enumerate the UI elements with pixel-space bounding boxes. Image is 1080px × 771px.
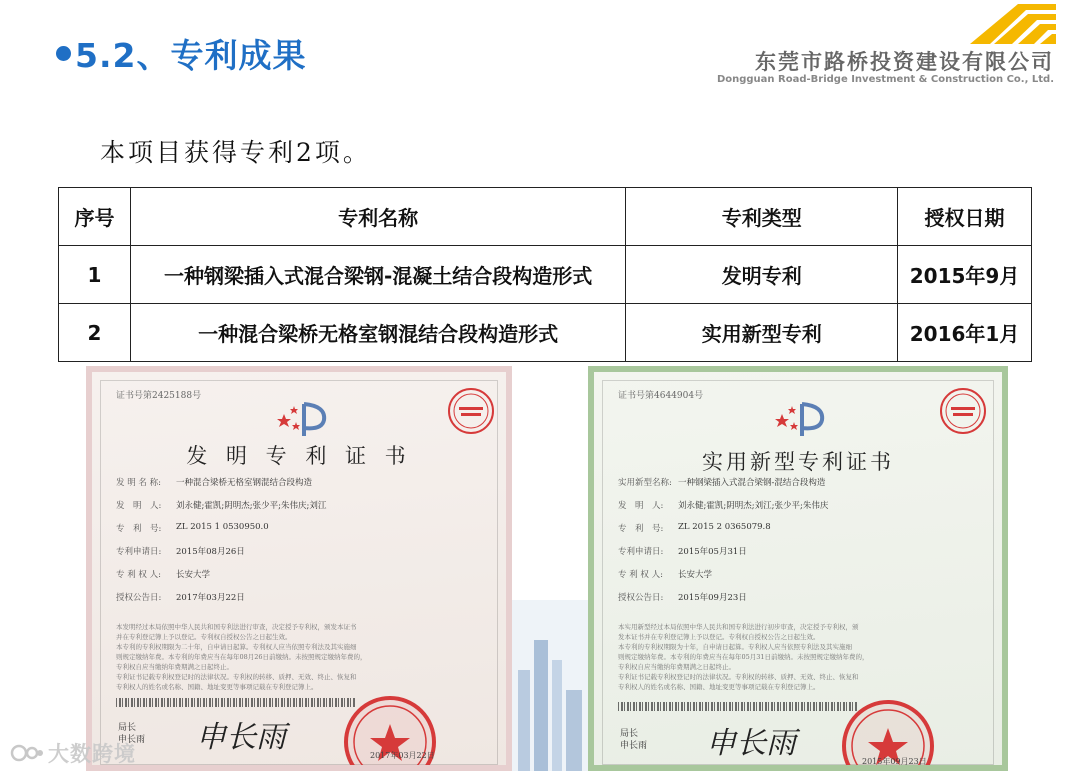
slide-title-text: 5.2、专利成果 xyxy=(75,36,307,75)
city-skyline-decoration xyxy=(512,600,588,771)
field-value: 长安大学 xyxy=(678,570,713,580)
patent-office-emblem-icon xyxy=(772,400,826,440)
director-title: 局长 xyxy=(620,729,639,739)
table-header-row xyxy=(59,188,1032,246)
body-line: 专利证书记载专利权登记时的法律状况。专利权的转移、质押、无效、终止、恢复和 xyxy=(618,673,859,681)
director-title: 局长 xyxy=(118,723,137,733)
certificate-fields xyxy=(116,476,486,614)
patent-office-emblem-icon xyxy=(274,400,328,440)
field-value: 一种混合梁桥无格室钢混结合段构造 xyxy=(176,478,313,488)
certificate-field xyxy=(116,476,486,499)
body-line: 本专利的专利权期限为十年，自申请日起算。专利权人应当依照专利法及其实施细 xyxy=(618,643,852,651)
cell-grant-date: 2016年1月 xyxy=(898,304,1032,362)
certificate-date: 2015年09月23日 xyxy=(862,757,927,766)
body-line: 专利权人的姓名或名称、国籍、地址变更等事项记载在专利登记簿上。 xyxy=(618,683,820,691)
certificate-field xyxy=(618,476,982,499)
field-label: 发 明 人: xyxy=(618,501,664,511)
utility-model-patent-certificate xyxy=(588,366,1008,771)
watermark-text: 大数跨境 xyxy=(48,742,136,766)
certificate-number: 证书号第4644904号 xyxy=(618,391,704,401)
certificate-field xyxy=(618,591,982,614)
cell-patent-type: 发明专利 xyxy=(626,246,898,304)
field-value: 2015年09月23日 xyxy=(678,593,747,603)
header-patent-type: 专利类型 xyxy=(626,188,898,246)
body-line: 专利权自应当缴纳年费期满之日起终止。 xyxy=(116,663,233,671)
field-value: 长安大学 xyxy=(176,570,211,580)
header-grant-date: 授权日期 xyxy=(898,188,1032,246)
cell-patent-type: 实用新型专利 xyxy=(626,304,898,362)
header-patent-name: 专利名称 xyxy=(130,188,625,246)
certificate-field xyxy=(618,568,982,591)
certificate-field xyxy=(618,545,982,568)
field-value: 刘永健;霍凯;阴明杰;张少平;朱伟庆;刘江 xyxy=(176,501,327,511)
body-line: 专利权自应当缴纳年费期满之日起终止。 xyxy=(618,663,735,671)
field-label: 实用新型名称: xyxy=(618,478,672,488)
road-stripes-logo-icon xyxy=(906,4,1056,44)
certificate-field xyxy=(618,499,982,522)
body-line: 本专利的专利权期限为二十年，自申请日起算。专利权人应当依照专利法及其实施细 xyxy=(116,643,357,651)
certificate-field xyxy=(618,522,982,545)
certificate-field xyxy=(116,499,486,522)
certificate-title: 发 明 专 利 证 书 xyxy=(186,444,412,468)
field-label: 专 利 权 人: xyxy=(116,570,161,580)
watermark-logo-icon xyxy=(10,742,44,764)
certificate-field xyxy=(116,522,486,545)
field-value: 一种钢梁插入式混合梁钢-混结合段构造 xyxy=(678,478,826,488)
cell-patent-name: 一种混合梁桥无格室钢混结合段构造形式 xyxy=(130,304,625,362)
field-label: 授权公告日: xyxy=(618,593,664,603)
certificate-body-text xyxy=(618,622,978,692)
company-logo xyxy=(716,4,1056,90)
director-label xyxy=(620,728,647,752)
body-line: 专利权人的姓名或名称、国籍、地址变更等事项记载在专利登记簿上。 xyxy=(116,683,318,691)
field-value: 2017年03月22日 xyxy=(176,593,245,603)
bullet-dot-icon xyxy=(56,46,71,61)
certificate-body-text xyxy=(116,622,482,692)
certificate-field xyxy=(116,545,486,568)
company-name-en: Dongguan Road-Bridge Investment & Construction Co., Ltd. xyxy=(716,74,1054,85)
body-line: 本发明经过本局依照中华人民共和国专利法进行审查，决定授予专利权，颁发本证书 xyxy=(116,623,357,631)
barcode xyxy=(116,698,356,707)
field-value: 刘永健;霍凯;阴明杰;刘江;张少平;朱伟庆 xyxy=(678,501,829,511)
slide-title xyxy=(56,30,306,77)
field-label: 专利申请日: xyxy=(618,547,664,557)
field-label: 发 明 人: xyxy=(116,501,162,511)
field-value: ZL 2015 1 0530950.0 xyxy=(176,522,269,532)
cell-index: 1 xyxy=(59,246,131,304)
intro-text: 本项目获得专利2项。 xyxy=(100,138,371,167)
watermark xyxy=(10,738,136,768)
body-line: 专利证书记载专利权登记时的法律状况。专利权的转移、质押、无效、终止、恢复和 xyxy=(116,673,357,681)
patent-table xyxy=(58,187,1032,362)
field-value: 2015年08月26日 xyxy=(176,547,245,557)
certificate-date: 2017年03月22日 xyxy=(370,751,435,760)
certificate-fields xyxy=(618,476,982,614)
table-row xyxy=(59,304,1032,362)
invention-patent-certificate xyxy=(86,366,512,771)
certificate-title: 实用新型专利证书 xyxy=(702,450,894,474)
director-name: 申长雨 xyxy=(620,741,648,751)
certificate-field xyxy=(116,568,486,591)
field-label: 授权公告日: xyxy=(116,593,162,603)
header-index: 序号 xyxy=(59,188,131,246)
cell-patent-name: 一种钢梁插入式混合梁钢-混凝土结合段构造形式 xyxy=(130,246,625,304)
field-value: ZL 2015 2 0365079.8 xyxy=(678,522,771,532)
body-line: 则规定缴纳年费。本专利的年费应当在每年05月31日前缴纳。未按照规定缴纳年费的， xyxy=(618,653,869,661)
certificate-field xyxy=(116,591,486,614)
table-row xyxy=(59,246,1032,304)
body-line: 则规定缴纳年费。本专利的年费应当在每年08月26日前缴纳。未按照规定缴纳年费的， xyxy=(116,653,367,661)
field-value: 2015年05月31日 xyxy=(678,547,747,557)
field-label: 专 利 权 人: xyxy=(618,570,663,580)
body-line: 本实用新型经过本局依照中华人民共和国专利法进行初步审查，决定授予专利权，颁 xyxy=(618,623,859,631)
field-label: 专利申请日: xyxy=(116,547,162,557)
handwritten-signature: 申长雨 xyxy=(706,726,796,761)
field-label: 专 利 号: xyxy=(618,524,664,534)
field-label: 发 明 名 称: xyxy=(116,478,161,488)
handwritten-signature: 申长雨 xyxy=(196,720,286,755)
field-label: 专 利 号: xyxy=(116,524,162,534)
cell-index: 2 xyxy=(59,304,131,362)
small-red-seal-icon xyxy=(446,386,496,436)
director-name: 申长雨 xyxy=(118,735,146,745)
body-line: 发本证书并在专利登记簿上予以登记。专利权自授权公告之日起生效。 xyxy=(618,633,820,641)
cell-grant-date: 2015年9月 xyxy=(898,246,1032,304)
body-line: 并在专利登记簿上予以登记。专利权自授权公告之日起生效。 xyxy=(116,633,292,641)
company-name-cn: 东莞市路桥投资建设有限公司 xyxy=(755,50,1054,74)
small-red-seal-icon xyxy=(938,386,988,436)
barcode xyxy=(618,702,858,711)
certificate-number: 证书号第2425188号 xyxy=(116,391,202,401)
